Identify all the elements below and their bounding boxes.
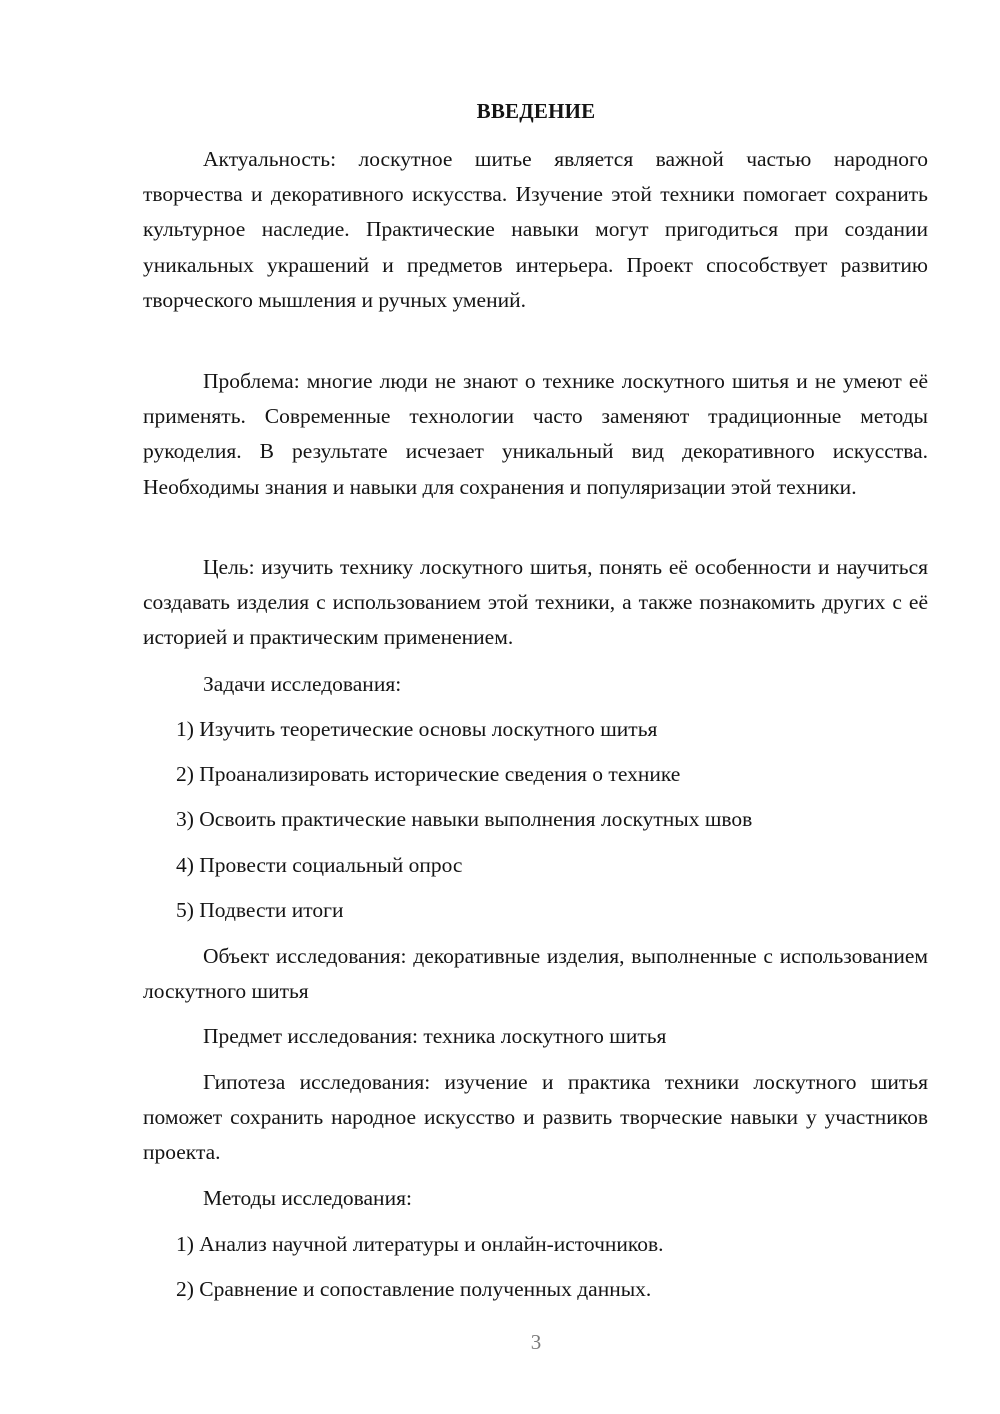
list-item: 5) Подвести итоги — [176, 898, 344, 922]
list-item: 2) Сравнение и сопоставление полученных данных. — [176, 1277, 652, 1301]
list-item: 4) Провести социальный опрос — [176, 853, 463, 877]
list-item: 3) Освоить практические навыки выполнения лоскутных швов — [176, 807, 753, 831]
subject-paragraph: Предмет исследования: техника лоскутного шитья — [203, 1024, 667, 1048]
methods-heading: Методы исследования: — [203, 1186, 412, 1210]
object-paragraph: Объект исследования: декоративные изделия, выполненные с использованием лоскутного шитья — [143, 944, 928, 1004]
page-title: ВВЕДЕНИЕ — [476, 99, 596, 123]
tasks-heading: Задачи исследования: — [203, 672, 402, 696]
list-item: 1) Изучить теоретические основы лоскутного шитья — [176, 717, 658, 741]
problem-paragraph: Проблема: многие люди не знают о технике лоскутного шитья и не умеют её применять. Современные технологии часто заменяют традиционные методы рукоделия. В результате исчезает уникальный вид декоративного искусства. Необходимы знания и навыки для сохранения и популяризации этой техники. — [143, 369, 928, 499]
list-item: 1) Анализ научной литературы и онлайн-источников. — [176, 1232, 664, 1256]
list-item: 2) Проанализировать исторические сведения о технике — [176, 762, 681, 786]
page-number: 3 — [530, 1330, 542, 1354]
goal-paragraph: Цель: изучить технику лоскутного шитья, понять её особенности и научиться создавать изделия с использованием этой техники, а также познакомить других с её историей и практическим применением. — [143, 555, 928, 650]
hypothesis-paragraph: Гипотеза исследования: изучение и практика техники лоскутного шитья поможет сохранить народное искусство и развить творческие навыки у участников проекта. — [143, 1070, 928, 1165]
relevance-paragraph: Актуальность: лоскутное шитье является важной частью народного творчества и декоративного искусства. Изучение этой техники помогает сохранить культурное наследие. Практические навыки могут пригодиться при создании уникальных украшений и предметов интерьера. Проект способствует развитию творческого мышления и ручных умений. — [143, 147, 928, 312]
